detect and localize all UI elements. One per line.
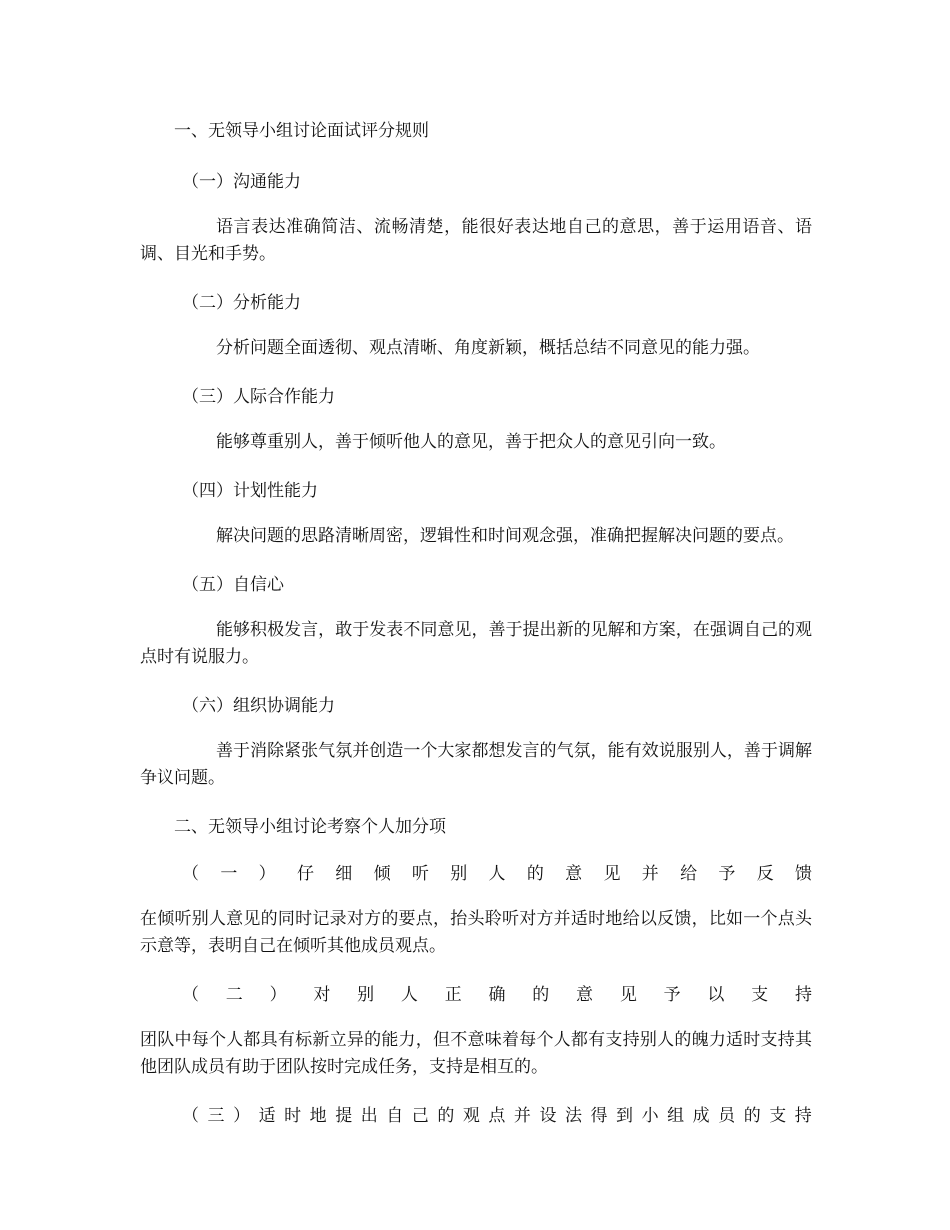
heading-char: 二 <box>225 985 243 1005</box>
item-1-6-text: 善于消除紧张气氛并创造一个大家都想发言的气氛，能有效说服别人，善于调解争议问题。 <box>140 741 812 788</box>
heading-char: 意 <box>576 985 594 1005</box>
item-1-6-heading: （六）组织协调能力 <box>182 696 335 716</box>
heading-char: 倾 <box>373 864 391 884</box>
item-1-4-text: 解决问题的思路清晰周密，逻辑性和时间观念强，准确把握解决问题的要点。 <box>216 526 794 546</box>
heading-char: 提 <box>335 1106 353 1126</box>
item-1-3-text: 能够尊重别人，善于倾听他人的意见，善于把众人的意见引向一致。 <box>216 432 726 452</box>
item-1-2-heading: （二）分析能力 <box>182 293 301 313</box>
heading-char: 支 <box>769 1106 787 1126</box>
heading-char: 别 <box>357 985 375 1005</box>
item-1-1-heading: （一）沟通能力 <box>182 172 301 192</box>
heading-char: 成 <box>692 1106 710 1126</box>
item-1-5-text: 能够积极发言，敢于发表不同意见，善于提出新的见解和方案，在强调自己的观点时有说服力。 <box>140 620 812 667</box>
heading-char: 适 <box>258 1106 276 1126</box>
heading-char: 并 <box>641 864 659 884</box>
document-content <box>140 118 812 1130</box>
heading-char: 意 <box>565 864 583 884</box>
heading-char: 时 <box>284 1106 302 1126</box>
heading-char: 设 <box>539 1106 557 1126</box>
item-1-3-heading: （三）人际合作能力 <box>182 387 335 407</box>
heading-char: 反 <box>756 864 774 884</box>
heading-char: 馈 <box>795 864 812 884</box>
item-1-1-text: 语言表达准确简洁、流畅清楚，能很好表达地自己的意思，善于运用语音、语调、目光和手势。 <box>140 217 812 264</box>
heading-char: ） <box>258 864 276 884</box>
heading-char: ） <box>233 1106 251 1126</box>
heading-char: （ <box>182 1106 199 1126</box>
heading-char: 细 <box>335 864 353 884</box>
heading-char: 听 <box>411 864 429 884</box>
heading-char: 到 <box>616 1106 634 1126</box>
heading-char: 三 <box>207 1106 225 1126</box>
heading-char: 予 <box>718 864 736 884</box>
item-2-1-text: 在倾听别人意见的同时记录对方的要点，抬头聆听对方并适时地给以反馈，比如一个点头示意等，表明自己在倾听其他成员观点。 <box>140 909 812 956</box>
section-2-title: 二、无领导小组讨论考察个人加分项 <box>174 817 446 837</box>
item-2-2-heading <box>182 982 812 1009</box>
heading-char: 予 <box>663 985 681 1005</box>
heading-char: 得 <box>590 1106 608 1126</box>
heading-char: 的 <box>526 864 544 884</box>
item-2-1-heading <box>182 861 812 888</box>
heading-char: 小 <box>641 1106 659 1126</box>
heading-char: 自 <box>386 1106 404 1126</box>
heading-char: 确 <box>488 985 506 1005</box>
heading-char: 并 <box>513 1106 531 1126</box>
item-2-3-heading <box>182 1103 812 1130</box>
heading-char: 以 <box>707 985 725 1005</box>
item-2-2-text: 团队中每个人都具有标新立异的能力，但不意味着每个人都有支持别人的魄力适时支持其他团队成员有助于团队按时完成任务，支持是相互的。 <box>140 1030 812 1077</box>
heading-char: 持 <box>794 1106 812 1126</box>
heading-char: 仔 <box>296 864 314 884</box>
item-1-5-heading: （五）自信心 <box>182 575 284 595</box>
heading-char: 己 <box>411 1106 429 1126</box>
heading-char: 地 <box>309 1106 327 1126</box>
heading-char: 的 <box>743 1106 761 1126</box>
heading-char: 持 <box>794 985 812 1005</box>
heading-char: 出 <box>360 1106 378 1126</box>
heading-char: （ <box>182 985 199 1005</box>
heading-char: 给 <box>680 864 698 884</box>
heading-char: 支 <box>751 985 769 1005</box>
heading-char: （ <box>182 864 199 884</box>
heading-char: 见 <box>603 864 621 884</box>
heading-char: 对 <box>313 985 331 1005</box>
item-1-4-heading: （四）计划性能力 <box>182 481 318 501</box>
heading-char: 点 <box>488 1106 506 1126</box>
heading-char: 的 <box>532 985 550 1005</box>
heading-char: ） <box>269 985 287 1005</box>
heading-char: 见 <box>619 985 637 1005</box>
heading-char: 一 <box>220 864 238 884</box>
heading-char: 人 <box>488 864 506 884</box>
heading-char: 组 <box>667 1106 685 1126</box>
heading-char: 员 <box>718 1106 736 1126</box>
heading-char: 的 <box>437 1106 455 1126</box>
heading-char: 法 <box>564 1106 582 1126</box>
heading-char: 人 <box>400 985 418 1005</box>
heading-char: 别 <box>450 864 468 884</box>
heading-char: 正 <box>444 985 462 1005</box>
section-1-title: 一、无领导小组讨论面试评分规则 <box>174 121 429 141</box>
item-1-2-text: 分析问题全面透彻、观点清晰、角度新颖，概括总结不同意见的能力强。 <box>216 338 760 358</box>
heading-char: 观 <box>462 1106 480 1126</box>
